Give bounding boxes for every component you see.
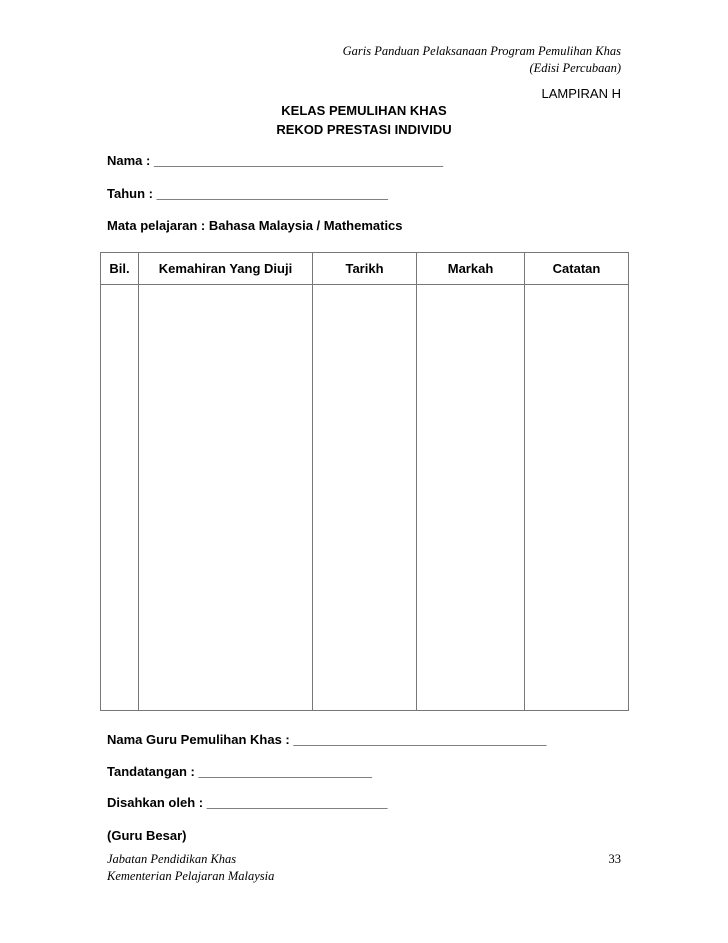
column-header-date: Tarikh bbox=[313, 253, 417, 285]
subject-field: Mata pelajaran : Bahasa Malaysia / Mathematics bbox=[107, 218, 403, 233]
signature-field: Tandatangan : ________________________ bbox=[107, 764, 373, 779]
date-cell bbox=[313, 285, 417, 711]
name-field: Nama : ________________________________________ bbox=[107, 153, 444, 168]
teacher-name-field: Nama Guru Pemulihan Khas : ___________________________________ bbox=[107, 732, 547, 747]
notes-cell bbox=[525, 285, 629, 711]
page-number: 33 bbox=[608, 852, 621, 866]
performance-record-table bbox=[100, 252, 629, 711]
form-title: KELAS PEMULIHAN KHAS bbox=[281, 103, 447, 118]
column-header-marks: Markah bbox=[417, 253, 525, 285]
marks-cell bbox=[417, 285, 525, 711]
column-header-skill: Kemahiran Yang Diuji bbox=[139, 253, 313, 285]
column-header-bil: Bil. bbox=[101, 253, 139, 285]
header-edition: (Edisi Percubaan) bbox=[529, 61, 621, 75]
appendix-label: LAMPIRAN H bbox=[541, 86, 621, 101]
table-row bbox=[101, 285, 629, 711]
year-field: Tahun : ________________________________ bbox=[107, 186, 388, 201]
bil-cell bbox=[101, 285, 139, 711]
table-header-row bbox=[101, 253, 629, 285]
skill-cell bbox=[139, 285, 313, 711]
verified-by-field: Disahkan oleh : _________________________ bbox=[107, 795, 388, 810]
header-guide-title: Garis Panduan Pelaksanaan Program Pemulihan Khas bbox=[342, 44, 621, 58]
column-header-notes: Catatan bbox=[525, 253, 629, 285]
footer-ministry: Kementerian Pelajaran Malaysia bbox=[107, 869, 275, 883]
headmaster-label: (Guru Besar) bbox=[107, 828, 187, 843]
form-subtitle: REKOD PRESTASI INDIVIDU bbox=[276, 122, 452, 137]
footer-department: Jabatan Pendidikan Khas bbox=[107, 852, 237, 866]
